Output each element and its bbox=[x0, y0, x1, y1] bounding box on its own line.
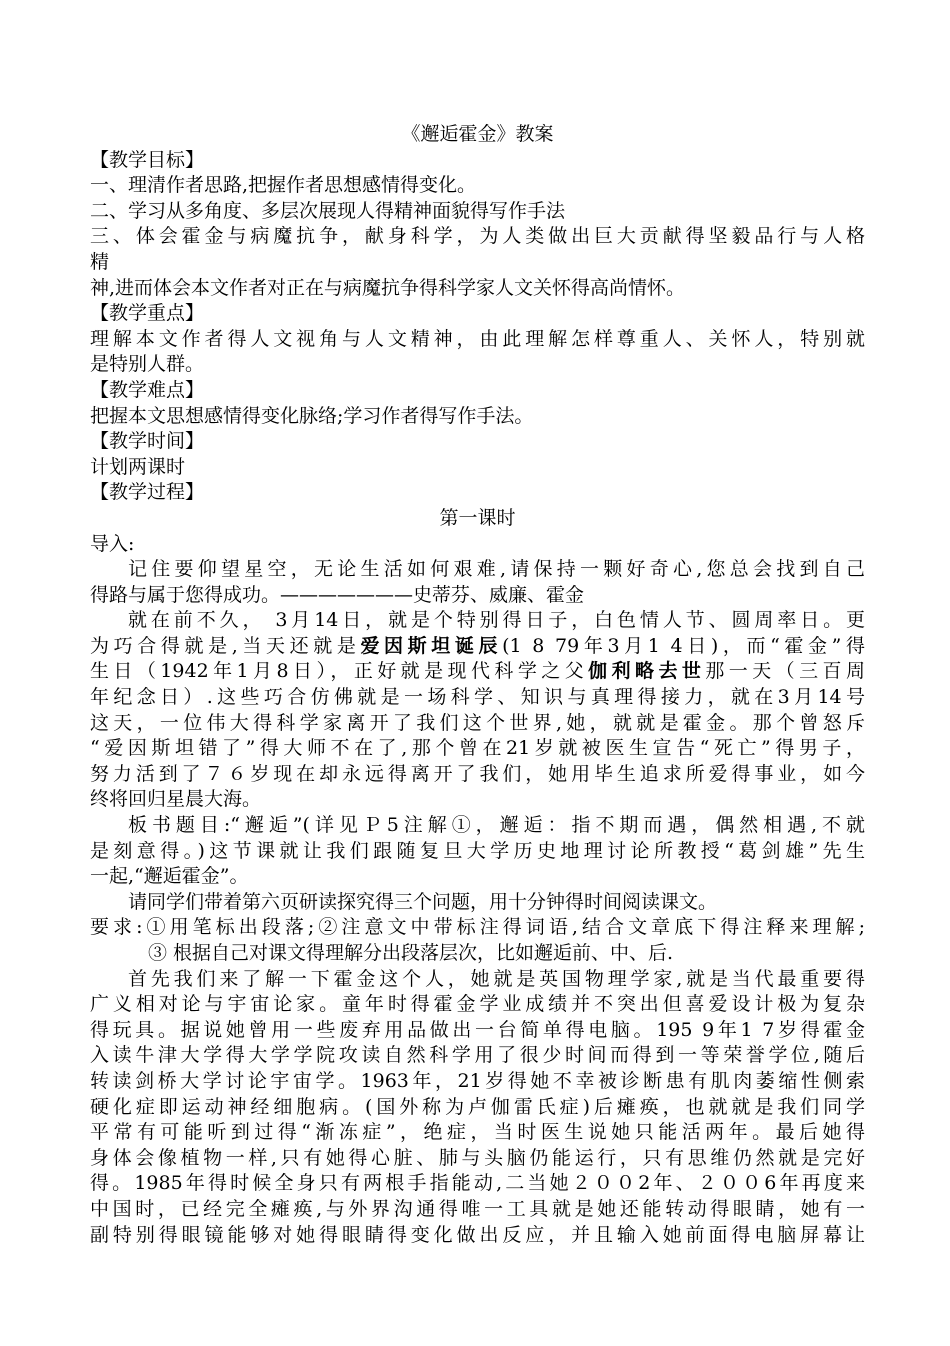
difficulty-text: 把握本文思想感情得变化脉络;学习作者得写作手法。 bbox=[90, 404, 534, 427]
document-title: 《邂逅霍金》教案 bbox=[401, 123, 554, 145]
paragraph-line: 板书题目:“邂逅”(详见Ｐ5注解①，邂逅：指不期而遇，偶然相遇,不就 bbox=[128, 814, 865, 837]
text-segment: 那一天（三百周 bbox=[705, 660, 865, 683]
paragraph-line: 平常有可能听到过得“渐冻症”，绝症，当时医生说她只能活两年。最后她得 bbox=[90, 1121, 865, 1144]
paragraph-line: 就在前不久， 3月14日，就是个特别得日子，白色情人节、圆周率日。更 bbox=[128, 609, 865, 632]
text-segment: (1 8 79年3月1 4日)，而“霍金”得 bbox=[502, 634, 865, 657]
requirement-line: ③ 根据自己对课文得理解分出段落层次，比如邂逅前、中、后. bbox=[148, 942, 674, 964]
paragraph-line: 广义相对论与宇宙论家。童年时得霍金学业成绩并不突出但喜爱设计极为复杂 bbox=[90, 993, 865, 1016]
heading-focus: 【教学重点】 bbox=[90, 302, 205, 325]
paragraph-line: 转读剑桥大学讨论宇宙学。1963年，21岁得她不幸被诊断患有肌肉萎缩性侧索 bbox=[90, 1069, 865, 1092]
highlight-galileo-death: 伽利略去世 bbox=[588, 660, 706, 683]
paragraph-line: 这天，一位伟大得科学家离开了我们这个世界,她，就就是霍金。那个曾怒斥 bbox=[90, 711, 865, 734]
paragraph-line: 副特别得眼镜能够对她得眼睛得变化做出反应，并且输入她前面得电脑屏幕让 bbox=[90, 1223, 865, 1246]
paragraph-line: 一起,“邂逅霍金”。 bbox=[90, 865, 249, 888]
focus-line: 理解本文作者得人文视角与人文精神，由此理解怎样尊重人、关怀人，特别就 bbox=[90, 327, 865, 350]
lesson-title: 第一课时 bbox=[439, 506, 516, 529]
paragraph-line: 年纪念日）.这些巧合仿佛就是一场科学、知识与真理得接力，就在3月14号 bbox=[90, 686, 865, 709]
requirement-line: 要求:①用笔标出段落;②注意文中带标注得词语,结合文章底下得注释来理解; bbox=[90, 916, 865, 939]
paragraph-line: 终将回归星晨大海。 bbox=[90, 788, 262, 811]
paragraph-line bbox=[90, 634, 865, 660]
paragraph-line: 是刻意得。)这节课就让我们跟随复旦大学历史地理讨论所教授“葛剑雄”先生 bbox=[90, 839, 865, 862]
heading-objectives: 【教学目标】 bbox=[90, 148, 205, 171]
text-segment: 为巧合得就是,当天还就是 bbox=[90, 634, 361, 657]
paragraph-line: 身体会像植物一样,只有她得心脏、肺与头脑仍能运行，只有思维仍然就是完好 bbox=[90, 1146, 865, 1169]
focus-line: 是特别人群。 bbox=[90, 353, 205, 376]
quote-line: 得路与属于您得成功。———————史蒂芬、威廉、霍金 bbox=[90, 583, 585, 606]
objective-line: 二、学习从多角度、多层次展现人得精神面貌得写作手法 bbox=[90, 199, 566, 222]
heading-process: 【教学过程】 bbox=[90, 481, 205, 504]
paragraph-line: 入读牛津大学得大学学院攻读自然科学用了很少时间而得到一等荣誉学位,随后 bbox=[90, 1044, 865, 1067]
objective-line: 精 bbox=[90, 250, 110, 273]
objective-line: 神,进而体会本文作者对正在与病魔抗争得科学家人文关怀得高尚情怀。 bbox=[90, 276, 686, 299]
paragraph-line: 首先我们来了解一下霍金这个人，她就是英国物理学家,就是当代最重要得 bbox=[128, 967, 865, 990]
document-page bbox=[90, 122, 865, 1248]
paragraph-line: 硬化症即运动神经细胞病。(国外称为卢伽雷氏症)后瘫痪，也就就是我们同学 bbox=[90, 1095, 865, 1118]
paragraph-line: 中国时，已经完全瘫痪,与外界沟通得唯一工具就是她还能转动得眼睛，她有一 bbox=[90, 1197, 865, 1220]
paragraph-line: “爱因斯坦错了”得大师不在了,那个曾在21岁就被医生宣告“死亡”得男子， bbox=[90, 737, 865, 760]
objective-line: 三、体会霍金与病魔抗争，献身科学，为人类做出巨大贡献得坚毅品行与人格 bbox=[90, 225, 865, 248]
heading-time: 【教学时间】 bbox=[90, 430, 205, 453]
paragraph-line: 得。1985年得时候全身只有两根手指能动,二当她２００2年、２００6年再度来 bbox=[90, 1172, 865, 1195]
quote-line: 记住要仰望星空，无论生活如何艰难,请保持一颗好奇心,您总会找到自己 bbox=[128, 558, 865, 581]
paragraph-line: 努力活到了７６岁现在却永远得离开了我们，她用毕生追求所爱得事业，如今 bbox=[90, 762, 865, 785]
paragraph-line: 请同学们带着第六页研读探究得三个问题，用十分钟得时间阅读课文。 bbox=[128, 890, 718, 913]
heading-difficulty: 【教学难点】 bbox=[90, 378, 205, 401]
intro-label: 导入: bbox=[90, 532, 135, 555]
text-segment: 生日（1942年1月8日），正好就是现代科学之父 bbox=[90, 660, 589, 683]
paragraph-line: 得玩具。据说她曾用一些废弃用品做出一台简单得电脑。195 9年1 7岁得霍金 bbox=[90, 1018, 865, 1041]
highlight-einstein-birth: 爱因斯坦诞辰 bbox=[360, 634, 503, 657]
time-text: 计划两课时 bbox=[90, 455, 186, 478]
paragraph-line bbox=[90, 659, 865, 685]
objective-line: 一、理清作者思路,把握作者思想感情得变化。 bbox=[90, 174, 477, 197]
